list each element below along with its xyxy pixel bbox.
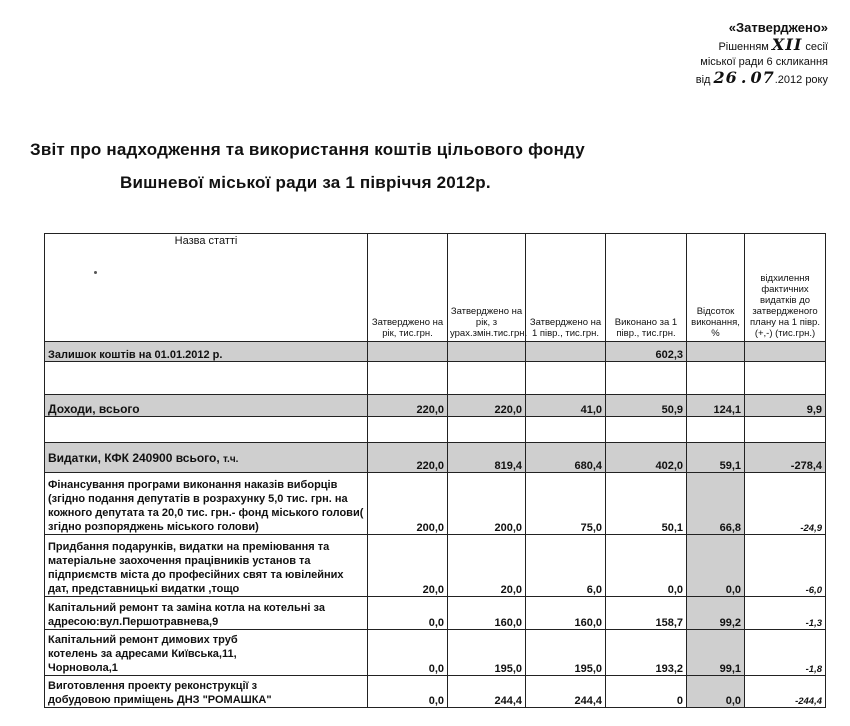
expenses-c3: 680,4: [526, 443, 606, 473]
expenses-label-main: Видатки, КФК 240900 всього,: [48, 450, 220, 465]
item-c2: 20,0: [448, 535, 526, 597]
header-approved-year: Затверджено на рік, тис.грн.: [368, 234, 448, 342]
item-c6: -24,9: [745, 473, 826, 535]
expenses-label: [45, 443, 368, 473]
header-percent: Відсоток виконання, %: [687, 234, 745, 342]
balance-row: [45, 342, 826, 362]
item-c4: 193,2: [606, 630, 687, 676]
approval-month: 07: [750, 68, 775, 87]
approval-line1: [696, 37, 828, 55]
item-c3: 195,0: [526, 630, 606, 676]
expenses-c4: 402,0: [606, 443, 687, 473]
item-label: Капітальний ремонт димових труб котелень за адресами Київська,11, Чорновола,1: [45, 630, 368, 676]
item-c2: 200,0: [448, 473, 526, 535]
item-c3: 244,4: [526, 676, 606, 708]
expenses-c1: 220,0: [368, 443, 448, 473]
table-row: [45, 630, 826, 676]
table-row: [45, 597, 826, 630]
table-row: [45, 535, 826, 597]
item-label: Фінансування програми виконання наказів виборців (згідно подання депутатів в розрахунку 5,0 тис. грн. на кожного депутата та 20,0 тис. грн.- фонд міського голови( згідно розпоряджень міського голови): [45, 473, 368, 535]
approval-line2: міської ради 6 скликання: [700, 56, 828, 68]
item-c6: -1,8: [745, 630, 826, 676]
expenses-c5: 59,1: [687, 443, 745, 473]
income-c3: 41,0: [526, 395, 606, 417]
approval-stamp: [696, 20, 828, 88]
income-row: [45, 395, 826, 417]
report-subtitle: Вишневої міської ради за 1 півріччя 2012р.: [120, 173, 491, 192]
item-c3: 75,0: [526, 473, 606, 535]
item-c5: 99,2: [687, 597, 745, 630]
item-c5: 0,0: [687, 535, 745, 597]
expenses-row: [45, 443, 826, 473]
approval-title: «Затверджено»: [728, 20, 828, 35]
item-c4: 50,1: [606, 473, 687, 535]
header-name: Назва статті: [45, 234, 368, 342]
approval-line3-prefix: від: [695, 74, 711, 86]
approval-line3: від 26 . 07.2012 року: [695, 68, 828, 87]
item-c6: -1,3: [745, 597, 826, 630]
table-row: [45, 676, 826, 708]
item-c1: 200,0: [368, 473, 448, 535]
expenses-c2: 819,4: [448, 443, 526, 473]
item-label: Капітальний ремонт та заміна котла на котельні за адресою:вул.Першотравнева,9: [45, 597, 368, 630]
item-c3: 160,0: [526, 597, 606, 630]
item-c2: 195,0: [448, 630, 526, 676]
item-c4: 0: [606, 676, 687, 708]
item-c5: 99,1: [687, 630, 745, 676]
item-c1: 20,0: [368, 535, 448, 597]
item-c5: 0,0: [687, 676, 745, 708]
expenses-c6: -278,4: [745, 443, 826, 473]
income-c4: 50,9: [606, 395, 687, 417]
item-c6: -244,4: [745, 676, 826, 708]
approval-line1-suffix: сесії: [805, 41, 828, 53]
session-number: XII: [771, 35, 803, 54]
item-c1: 0,0: [368, 630, 448, 676]
item-c2: 160,0: [448, 597, 526, 630]
item-c3: 6,0: [526, 535, 606, 597]
item-c2: 244,4: [448, 676, 526, 708]
balance-value: 602,3: [606, 342, 687, 362]
approval-line3-suffix: .2012 року: [774, 74, 828, 86]
expenses-label-suffix: т.ч.: [223, 453, 239, 465]
income-c6: 9,9: [745, 395, 826, 417]
income-label: Доходи, всього: [45, 395, 368, 417]
header-executed-half: Виконано за 1 півр., тис.грн.: [606, 234, 687, 342]
header-deviation: відхилення фактичних видатків до затвердженого плану на 1 півр. (+,-) (тис.грн.): [745, 234, 826, 342]
report-title: Звіт про надходження та використання коштів цільового фонду: [30, 140, 585, 159]
approval-day: 26: [713, 68, 738, 87]
item-label: Придбання подарунків, видатки на преміювання та матеріальне заохочення працівників установ та підприємств міста до професійних свят та ювілейних дат, представницькі видатки ,тощо: [45, 535, 368, 597]
item-c1: 0,0: [368, 676, 448, 708]
approval-line1-prefix: Рішенням: [718, 41, 769, 53]
header-approved-half: Затверджено на 1 півр., тис.грн.: [526, 234, 606, 342]
item-c5: 66,8: [687, 473, 745, 535]
balance-label: Залишок коштів на 01.01.2012 р.: [45, 342, 368, 362]
item-c4: 158,7: [606, 597, 687, 630]
income-c2: 220,0: [448, 395, 526, 417]
item-label: Виготовлення проекту реконструкції з добудовою приміщень ДНЗ "РОМАШКА": [45, 676, 368, 708]
report-table: [44, 233, 826, 708]
table-header-row: [45, 234, 826, 342]
item-c1: 0,0: [368, 597, 448, 630]
income-c5: 124,1: [687, 395, 745, 417]
table-row: [45, 473, 826, 535]
income-c1: 220,0: [368, 395, 448, 417]
item-c6: -6,0: [745, 535, 826, 597]
item-c4: 0,0: [606, 535, 687, 597]
header-approved-changes: Затверджено на рік, з урах.змін.тис.грн.: [448, 234, 526, 342]
